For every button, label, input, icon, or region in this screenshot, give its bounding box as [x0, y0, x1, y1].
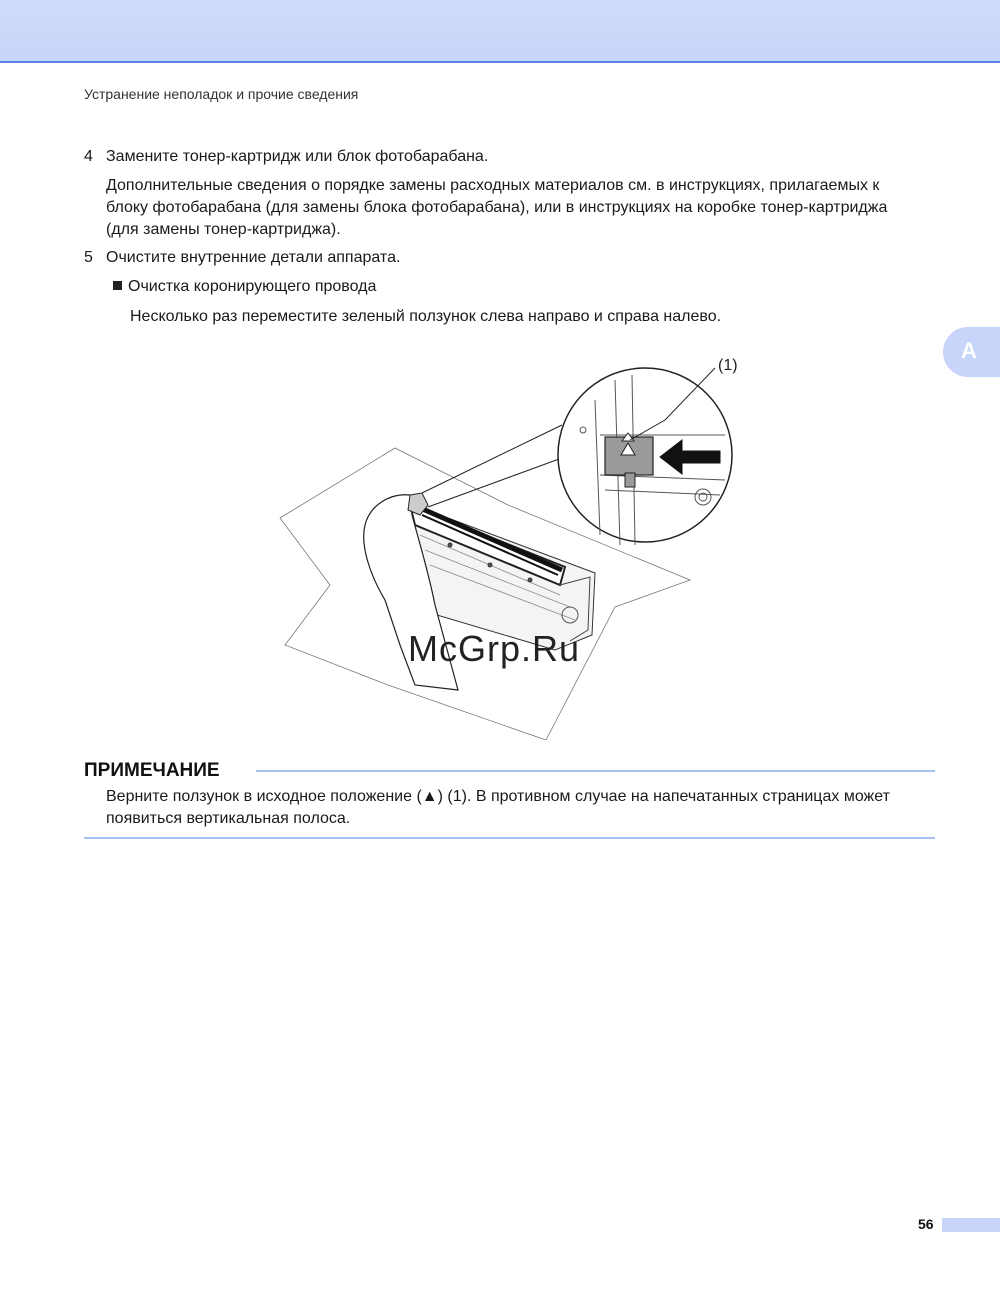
note-title: ПРИМЕЧАНИЕ	[84, 760, 220, 781]
page-number: 56	[918, 1216, 934, 1232]
running-header: Устранение неполадок и прочие сведения	[84, 86, 359, 102]
bullet-body: Несколько раз переместите зеленый ползунок слева направо и справа налево.	[130, 308, 722, 325]
watermark: McGrp.Ru	[408, 628, 581, 669]
step-title: Замените тонер-картридж или блок фотобарабана.	[106, 148, 489, 165]
top-header-band	[0, 0, 1000, 63]
bullet-label: Очистка коронирующего провода	[128, 278, 377, 295]
step-number: 4	[84, 148, 93, 165]
note-text: Верните ползунок в исходное положение (▲) (1). В противном случае на напечатанных страницах может появиться вертикальная полоса.	[106, 788, 890, 827]
note-bottom-rule	[84, 837, 935, 839]
step-title: Очистите внутренние детали аппарата.	[106, 249, 401, 266]
chapter-tab-label: A	[961, 338, 977, 363]
corona-wire-cleaning-illustration	[270, 345, 750, 740]
green-slider	[605, 437, 653, 475]
step-4-body: Дополнительные сведения о порядке замены расходных материалов см. в инструкциях, прилагаемых к блоку фотобарабана (для замены блока фотобарабана), или в инструкциях на коробке тонер-картриджа (для замены тонер-картриджа).	[106, 177, 888, 238]
chapter-tab	[943, 327, 1000, 377]
callout-label: (1)	[718, 357, 738, 374]
page-number-tab	[942, 1218, 1000, 1232]
note-top-rule	[256, 770, 935, 772]
square-bullet-icon	[113, 281, 122, 290]
step-number: 5	[84, 249, 93, 266]
bullet-item	[113, 276, 376, 298]
